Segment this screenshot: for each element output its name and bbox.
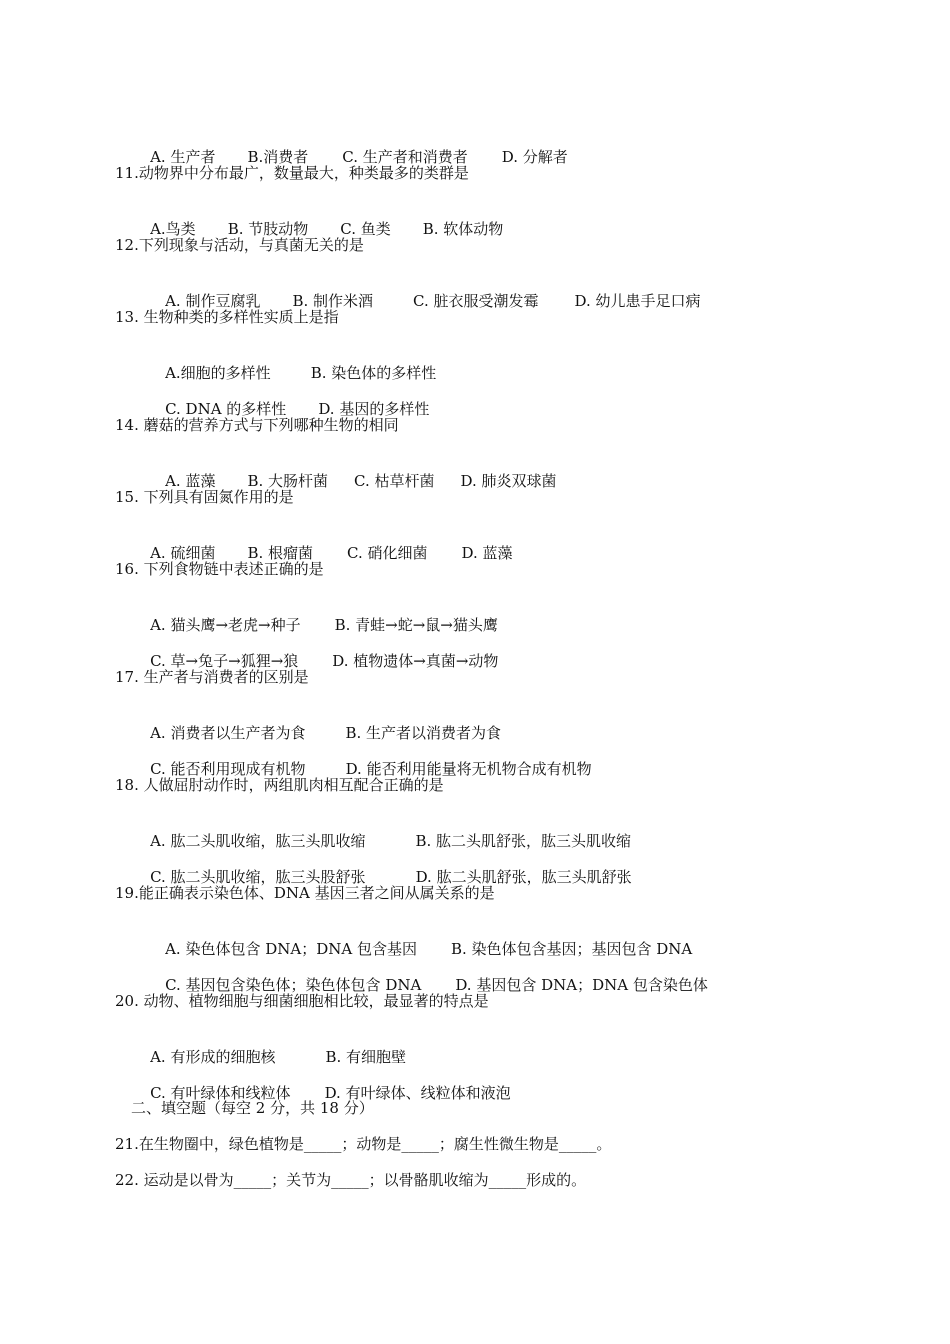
q18-option-b: B. 肱二头肌舒张，肱三头肌收缩	[415, 832, 632, 850]
q21-text: 21.在生物圈中，绿色植物是_____；动物是_____；腐生性微生物是_____。	[115, 1135, 612, 1153]
q16-option-c: C. 草→兔子→狐狸→狼	[150, 652, 299, 670]
q15-option-b: B. 根瘤菌	[247, 544, 314, 562]
q10-option-b: B.消费者	[247, 148, 309, 166]
q15-option-d: D. 蓝藻	[461, 544, 513, 562]
q20-stem: 20. 动物、植物细胞与细菌细胞相比较，最显著的特点是	[115, 992, 489, 1010]
q15-stem: 15. 下列具有固氮作用的是	[115, 488, 294, 506]
q19-option-b: B. 染色体包含基因；基因包含 DNA	[450, 940, 693, 958]
q17-option-d: D. 能否利用能量将无机物合成有机物	[345, 760, 592, 778]
q14-option-c: C. 枯草杆菌	[354, 472, 435, 490]
q16-option-b: B. 青蛙→蛇→鼠→猫头鹰	[334, 616, 498, 634]
q19-option-d: D. 基因包含 DNA；DNA 包含染色体	[455, 976, 708, 994]
q17-option-b: B. 生产者以消费者为食	[345, 724, 502, 742]
q15-option-c: C. 硝化细菌	[347, 544, 428, 562]
q11-option-d: B. 软体动物	[422, 220, 504, 238]
q16-stem: 16. 下列食物链中表述正确的是	[115, 560, 324, 578]
q18-option-d: D. 肱二头肌舒张，肱三头肌舒张	[415, 868, 632, 886]
q14-stem: 14. 蘑菇的营养方式与下列哪种生物的相同	[115, 416, 399, 434]
q14-option-b: B. 大肠杆菌	[247, 472, 329, 490]
q18-option-a: A. 肱二头肌收缩，肱三头肌收缩	[150, 832, 366, 850]
q12-option-c: C. 脏衣服受潮发霉	[413, 292, 539, 310]
section-heading: 二、填空题（每空 2 分，共 18 分）	[131, 1099, 374, 1117]
q22-text: 22. 运动是以骨为_____；关节为_____；以骨骼肌收缩为_____形成的。	[115, 1171, 587, 1189]
q17-option-c: C. 能否利用现成有机物	[150, 760, 306, 778]
q13-option-c: C. DNA 的多样性	[165, 400, 287, 418]
q11-option-b: B. 节肢动物	[227, 220, 309, 238]
q16-option-d: D. 植物遗体→真菌→动物	[332, 652, 499, 670]
q12-option-d: D. 幼儿患手足口病	[574, 292, 701, 310]
q18-option-c: C. 肱二头肌收缩，肱三头股舒张	[150, 868, 366, 886]
q12-option-a: A. 制作豆腐乳	[165, 292, 261, 310]
q11-option-c: C. 鱼类	[340, 220, 391, 238]
q12-option-b: B. 制作米酒	[292, 292, 374, 310]
q19-option-a: A. 染色体包含 DNA；DNA 包含基因	[165, 940, 417, 958]
q20-option-a: A. 有形成的细胞核	[150, 1048, 276, 1066]
q19-option-c: C. 基因包含染色体；染色体包含 DNA	[165, 976, 422, 994]
q20-option-c: C. 有叶绿体和线粒体	[150, 1084, 291, 1102]
q20-option-d: D. 有叶绿体、线粒体和液泡	[324, 1084, 511, 1102]
q10-option-d: D. 分解者	[501, 148, 568, 166]
q11-option-a: A.鸟类	[150, 220, 196, 238]
q10-option-a: A. 生产者	[150, 148, 216, 166]
q18-stem: 18. 人做屈肘动作时，两组肌肉相互配合正确的是	[115, 776, 444, 794]
q16-option-a: A. 猫头鹰→老虎→种子	[150, 616, 301, 634]
q13-option-d: D. 基因的多样性	[318, 400, 430, 418]
q13-stem: 13. 生物种类的多样性实质上是指	[115, 308, 339, 326]
q13-option-a: A.细胞的多样性	[165, 364, 271, 382]
q14-option-d: D. 肺炎双球菌	[460, 472, 557, 490]
q13-option-b: B. 染色体的多样性	[310, 364, 437, 382]
q19-stem: 19.能正确表示染色体、DNA 基因三者之间从属关系的是	[115, 884, 495, 902]
q10-option-c: C. 生产者和消费者	[342, 148, 468, 166]
q15-option-a: A. 硫细菌	[150, 544, 216, 562]
q12-stem: 12.下列现象与活动，与真菌无关的是	[115, 236, 364, 254]
q11-stem: 11.动物界中分布最广，数量最大，种类最多的类群是	[115, 164, 469, 182]
q17-stem: 17. 生产者与消费者的区别是	[115, 668, 309, 686]
q17-option-a: A. 消费者以生产者为食	[150, 724, 306, 742]
q20-option-b: B. 有细胞壁	[325, 1048, 407, 1066]
q14-option-a: A. 蓝藻	[165, 472, 216, 490]
